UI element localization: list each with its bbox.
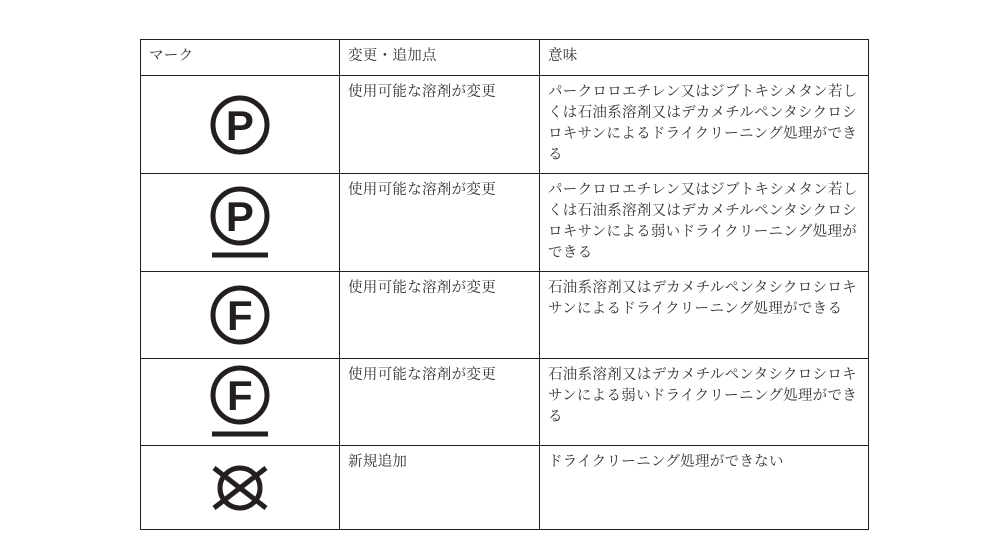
meaning-cell: パークロロエチレン又はジブトキシメタン若しくは石油系溶剤又はデカメチルペンタシクロシロキサンによるドライクリーニング処理ができる: [540, 76, 869, 174]
symbol-letter: F: [227, 372, 253, 419]
column-header-mark: マーク: [141, 40, 340, 76]
meaning-cell: 石油系溶剤又はデカメチルペンタシクロシロキサンによるドライクリーニング処理ができる: [540, 272, 869, 359]
symbol-letter: P: [225, 101, 255, 149]
symbol-letter: F: [227, 292, 253, 339]
change-cell: 使用可能な溶剤が変更: [340, 272, 540, 359]
dry-clean-p-circle-icon: [210, 95, 270, 155]
change-cell: 使用可能な溶剤が変更: [340, 76, 540, 174]
table-row: [141, 76, 869, 174]
table-row: [141, 359, 869, 446]
header-row: [141, 40, 869, 76]
dry-clean-p-circle-underline-icon: [210, 186, 270, 260]
mark-cell: [141, 272, 340, 359]
mark-cell: [141, 446, 340, 530]
meaning-cell: パークロロエチレン又はジブトキシメタン若しくは石油系溶剤又はデカメチルペンタシクロシロキサンによる弱いドライクリーニング処理ができる: [540, 174, 869, 272]
care-symbol-table: [140, 39, 869, 530]
dry-clean-f-circle-icon: [210, 285, 270, 345]
table-row: [141, 446, 869, 530]
table-row: [141, 272, 869, 359]
dry-clean-f-circle-underline-icon: [210, 365, 270, 439]
mark-cell: [141, 174, 340, 272]
mark-cell: [141, 359, 340, 446]
meaning-cell: ドライクリーニング処理ができない: [540, 446, 869, 530]
meaning-cell: 石油系溶剤又はデカメチルペンタシクロシロキサンによる弱いドライクリーニング処理ができる: [540, 359, 869, 446]
table-row: [141, 174, 869, 272]
mark-cell: [141, 76, 340, 174]
change-cell: 新規追加: [340, 446, 540, 530]
column-header-change: 変更・追加点: [340, 40, 540, 76]
no-dry-clean-circle-x-icon: [211, 459, 269, 517]
change-cell: 使用可能な溶剤が変更: [340, 359, 540, 446]
column-header-meaning: 意味: [540, 40, 869, 76]
change-cell: 使用可能な溶剤が変更: [340, 174, 540, 272]
symbol-letter: P: [225, 192, 255, 240]
